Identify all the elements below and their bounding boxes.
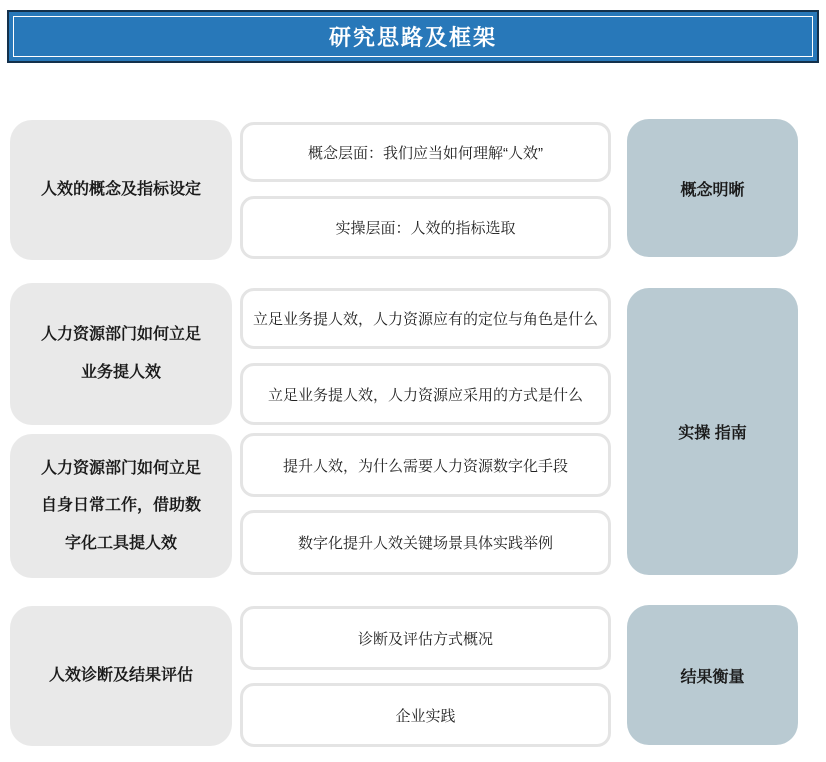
- detail-label: 实操层面：人效的指标选取: [335, 220, 516, 237]
- outcome-box-practice-guide: [627, 288, 798, 575]
- outcome-box-concept-clarity: [627, 119, 798, 257]
- outcome-label: 概念明晰: [680, 181, 745, 199]
- detail-label: 提升人效，为什么需要人力资源数字化手段: [282, 457, 568, 475]
- outcome-label: 结果衡量: [680, 668, 745, 686]
- detail-label: 立足业务提人效，人力资源应有的定位与角色是什么: [252, 311, 598, 328]
- detail-box-why-digital: [240, 433, 611, 497]
- detail-box-digital-practice-examples: [240, 510, 611, 575]
- topic-box-business-based-efficiency: [10, 283, 232, 425]
- detail-box-evaluation-overview: [240, 606, 611, 670]
- page-title: 研究思路及框架: [328, 25, 497, 50]
- detail-label: 数字化提升人效关键场景具体实践举例: [297, 535, 553, 552]
- detail-box-hr-role: [240, 288, 611, 349]
- detail-label: 诊断及评估方式概况: [357, 630, 493, 648]
- topic-box-digital-tools: [10, 434, 232, 578]
- outcome-box-result-measurement: [627, 605, 798, 745]
- topic-label: 人效的概念及指标设定: [40, 181, 201, 199]
- detail-box-hr-method: [240, 363, 611, 425]
- topic-label: 人力资源部门如何立足业务提人效: [40, 326, 201, 381]
- detail-label: 立足业务提人效，人力资源应采用的方式是什么: [267, 386, 583, 404]
- outcome-label: 实操 指南: [678, 425, 747, 442]
- topic-label: 人效诊断及结果评估: [48, 667, 193, 685]
- detail-box-practice-level: [240, 196, 611, 259]
- topic-box-diagnosis-evaluation: [10, 606, 232, 746]
- detail-label: 企业实践: [395, 707, 456, 725]
- detail-label: 概念层面：我们应当如何理解“人效”: [308, 144, 543, 162]
- detail-box-concept-level: [240, 122, 611, 182]
- title-banner: [7, 10, 819, 63]
- topic-label: 人力资源部门如何立足自身日常工作，借助数字化工具提人效: [40, 459, 201, 552]
- topic-box-concept-and-metrics: [10, 120, 232, 260]
- detail-box-company-practice: [240, 683, 611, 747]
